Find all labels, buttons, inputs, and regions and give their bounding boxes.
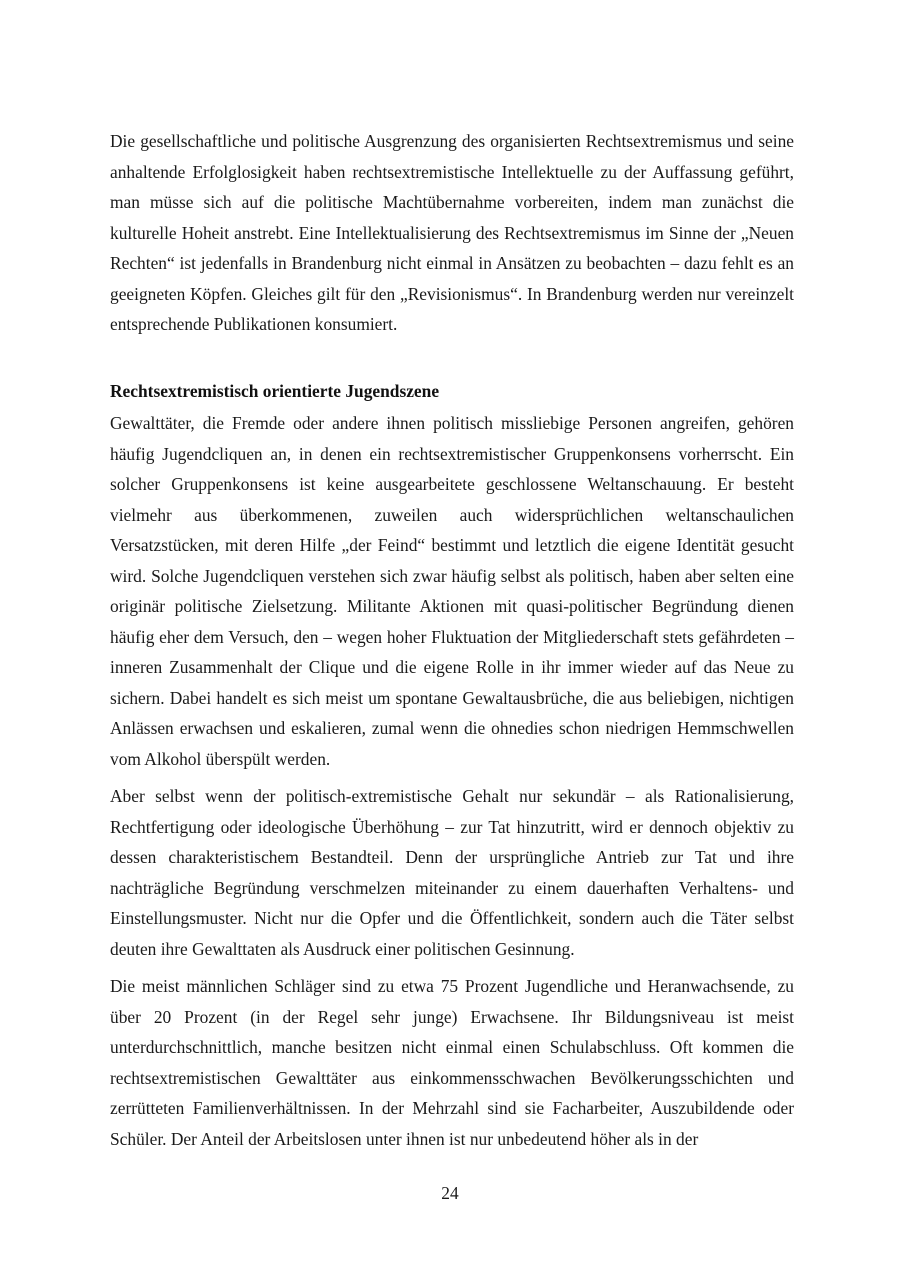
paragraph: Gewalttäter, die Fremde oder andere ihnen politisch missliebige Personen angreifen, gehören häufig Jugendcliquen an, in denen ein rechtsextremistischer Gruppenkonsens vorherrscht. Ein solcher Gruppenkonsens ist keine ausgearbeitete geschlossene Weltanschauung. Er besteht vielmehr aus überkommenen, zuweilen auch widersprüchlichen weltanschaulichen Versatzstücken, mit deren Hilfe „der Feind“ bestimmt und letztlich die eigene Identität gesucht wird. Solche Jugendcliquen verstehen sich zwar häufig selbst als politisch, haben aber selten eine originär politische Zielsetzung. Militante Aktionen mit quasi-politischer Begründung dienen häufig eher dem Versuch, den – wegen hoher Fluktuation der Mitgliederschaft stets gefährdeten – inneren Zusammenhalt der Clique und die eigene Rolle in ihr immer wieder auf das Neue zu sichern. Dabei handelt es sich meist um spontane Gewaltausbrüche, die aus beliebigen, nichtigen Anlässen erwachsen und eskalieren, zumal wenn die ohnedies schon niedrigen Hemmschwellen vom Alkohol überspült werden.	[110, 413, 794, 769]
paragraph: Aber selbst wenn der politisch-extremistische Gehalt nur sekundär – als Rationalisierung, Rechtfertigung oder ideologische Überhöhung – zur Tat hinzutritt, wird er dennoch objektiv zu dessen charakteristischem Bestandteil. Denn der ursprüngliche Antrieb zur Tat und ihre nachträgliche Begründung verschmelzen miteinander zu einem dauerhaften Verhaltens- und Einstellungsmuster. Nicht nur die Opfer und die Öffentlichkeit, sondern auch die Täter selbst deuten ihre Gewalttaten als Ausdruck einer politischen Gesinnung.	[110, 786, 794, 959]
section-heading: Rechtsextremistisch orientierte Jugendszene	[110, 380, 440, 401]
paragraph: Die meist männlichen Schläger sind zu etwa 75 Prozent Jugendliche und Heranwachsende, zu über 20 Prozent (in der Regel sehr junge) Erwachsene. Ihr Bildungsniveau ist meist unterdurchschnittlich, manche besitzen nicht einmal einen Schulabschluss. Oft kommen die rechtsextremistischen Gewalttäter aus einkommensschwachen Bevölkerungsschichten und zerrütteten Familienverhältnissen. In der Mehrzahl sind sie Facharbeiter, Auszubildende oder Schüler. Der Anteil der Arbeitslosen unter ihnen ist nur unbedeutend höher als in der	[110, 976, 794, 1149]
page-number: 24	[441, 1183, 459, 1203]
page-body	[110, 126, 794, 1154]
paragraph-intro: Die gesellschaftliche und politische Ausgrenzung des organisierten Rechtsextremismus und seine anhaltende Erfolglosigkeit haben rechtsextremistische Intellektuelle zu der Auffassung geführt, man müsse sich auf die politische Machtübernahme vorbereiten, indem man zunächst die kulturelle Hoheit anstrebt. Eine Intellektualisierung des Rechtsextremismus im Sinne der „Neuen Rechten“ ist jedenfalls in Brandenburg nicht einmal in Ansätzen zu beobachten – dazu fehlt es an geeigneten Köpfen. Gleiches gilt für den „Revisionismus“. In Brandenburg werden nur vereinzelt entsprechende Publikationen konsumiert.	[110, 131, 794, 334]
